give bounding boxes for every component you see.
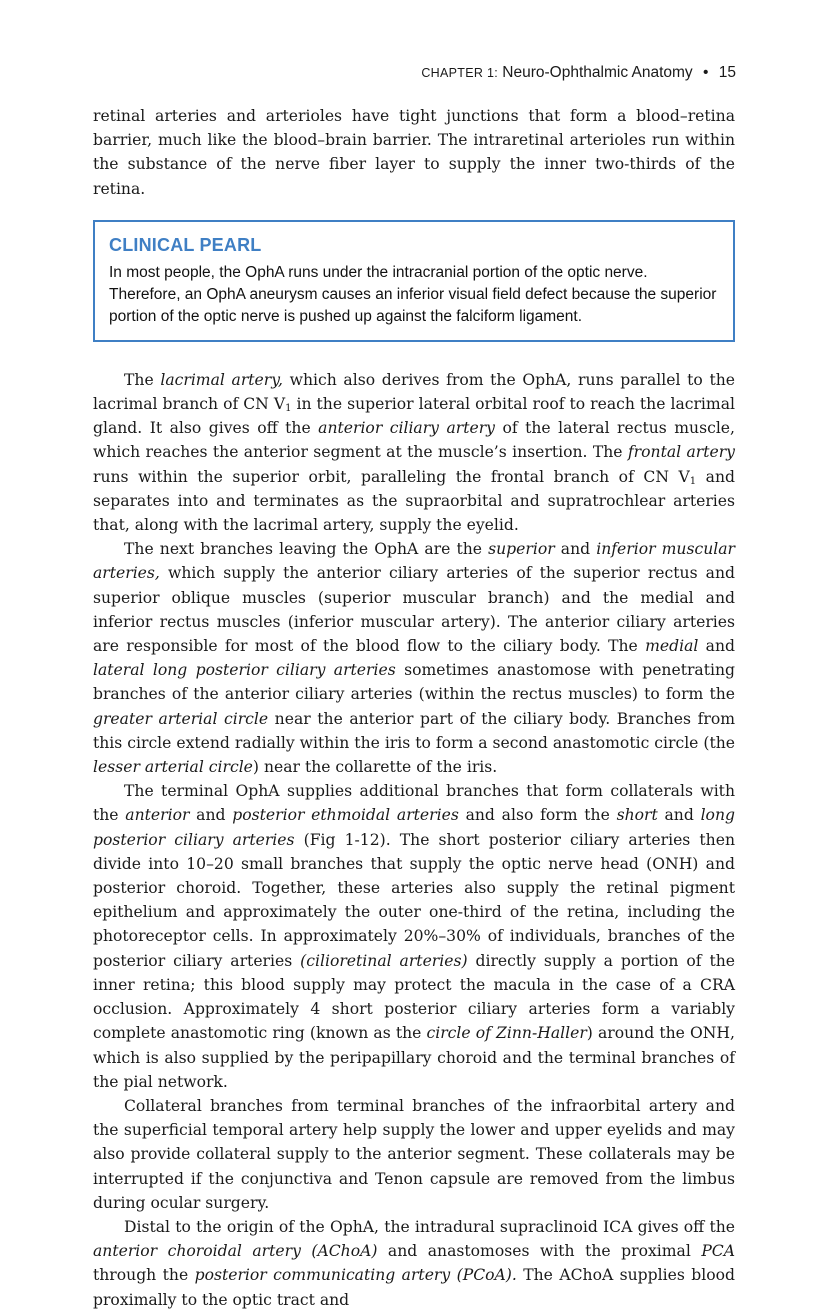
page-number: 15: [718, 64, 736, 81]
clinical-pearl-box: [93, 220, 735, 342]
paragraph-muscular-arteries: The next branches leaving the OphA are the superior and inferior muscular arteries, which supply the anterior ciliary arteries of the superior rectus and superior oblique muscles (superior muscular branch) and the medial and inferior rectus muscles (inferior muscular artery). The anterior ciliary arteries are responsible for most of the blood flow to the ciliary body. The medial and lateral long posterior ciliary arteries sometimes anastomose with penetrating branches of the anterior ciliary arteries (within the rectus muscles) to form the greater arterial circle near the anterior part of the ciliary body. Branches from this circle extend radially within the iris to form a second anastomotic circle (the lesser arterial circle) near the collarette of the iris.: [93, 540, 735, 777]
chapter-label: CHAPTER 1:: [421, 66, 498, 80]
clinical-pearl-text: In most people, the OphA runs under the intracranial portion of the optic nerve. Therefore, an OphA aneurysm causes an inferior visual field defect because the superior portion of the optic nerve is pushed up against the falciform ligament.: [109, 263, 717, 325]
paragraph-terminal-opha: The terminal OphA supplies additional branches that form collaterals with the anterior and posterior ethmoidal arteries and also form the short and long posterior ciliary arteries (Fig 1-12). The short posterior ciliary arteries then divide into 10–20 small branches that supply the optic nerve head (ONH) and posterior choroid. Together, these arteries also supply the retinal pigment epithelium and approximately the outer one-third of the retina, including the photoreceptor cells. In approximately 20%–30% of individuals, branches of the posterior ciliary arteries (cilioretinal arteries) directly supply a portion of the inner retina; this blood supply may protect the macula in the case of a CRA occlusion. Approximately 4 short posterior ciliary arteries form a variably complete anastomotic ring (known as the circle of Zinn-Haller) around the ONH, which is also supplied by the peripapillary choroid and the terminal branches of the pial network.: [93, 782, 736, 1091]
running-header: [421, 64, 736, 82]
paragraph-lacrimal-artery: The lacrimal artery, which also derives from the OphA, runs parallel to the lacrimal branch of CN $V_1$ in the superior lateral orbital roof to reach the lacrimal gland. It also gives off the anterior ciliary artery of the lateral rectus muscle, which reaches the anterior segment at the muscle’s insertion. The frontal artery runs within the superior orbit, paralleling the frontal branch of CN $V_1$ and separates into and terminates as the supraorbital and supratrochlear arteries that, along with the lacrimal artery, supply the eyelid.: [93, 370, 735, 535]
header-bullet: •: [703, 64, 709, 81]
paragraph-distal-opha: Distal to the origin of the OphA, the intradural supraclinoid ICA gives off the anterior choroidal artery (AChoA) and anastomoses with the proximal PCA through the posterior communicating artery (PCoA). The AChoA supplies blood proximally to the optic tract and: [93, 1217, 736, 1309]
chapter-title: Neuro-Ophthalmic Anatomy: [502, 64, 693, 81]
clinical-pearl-title: CLINICAL PEARL: [109, 234, 262, 255]
paragraph-collateral-branches: Collateral branches from terminal branches of the infraorbital artery and the superficial temporal artery help supply the lower and upper eyelids and may also provide collateral supply to the anterior segment. These collaterals may be interrupted if the conjunctiva and Tenon capsule are removed from the limbus during ocular surgery.: [93, 1096, 735, 1212]
body-text: [93, 104, 735, 1312]
intro-paragraph: retinal arteries and arterioles have tight junctions that form a blood–retina barrier, much like the blood–brain barrier. The intraretinal arterioles run within the substance of the nerve fiber layer to supply the inner two-thirds of the retina.: [93, 107, 735, 198]
